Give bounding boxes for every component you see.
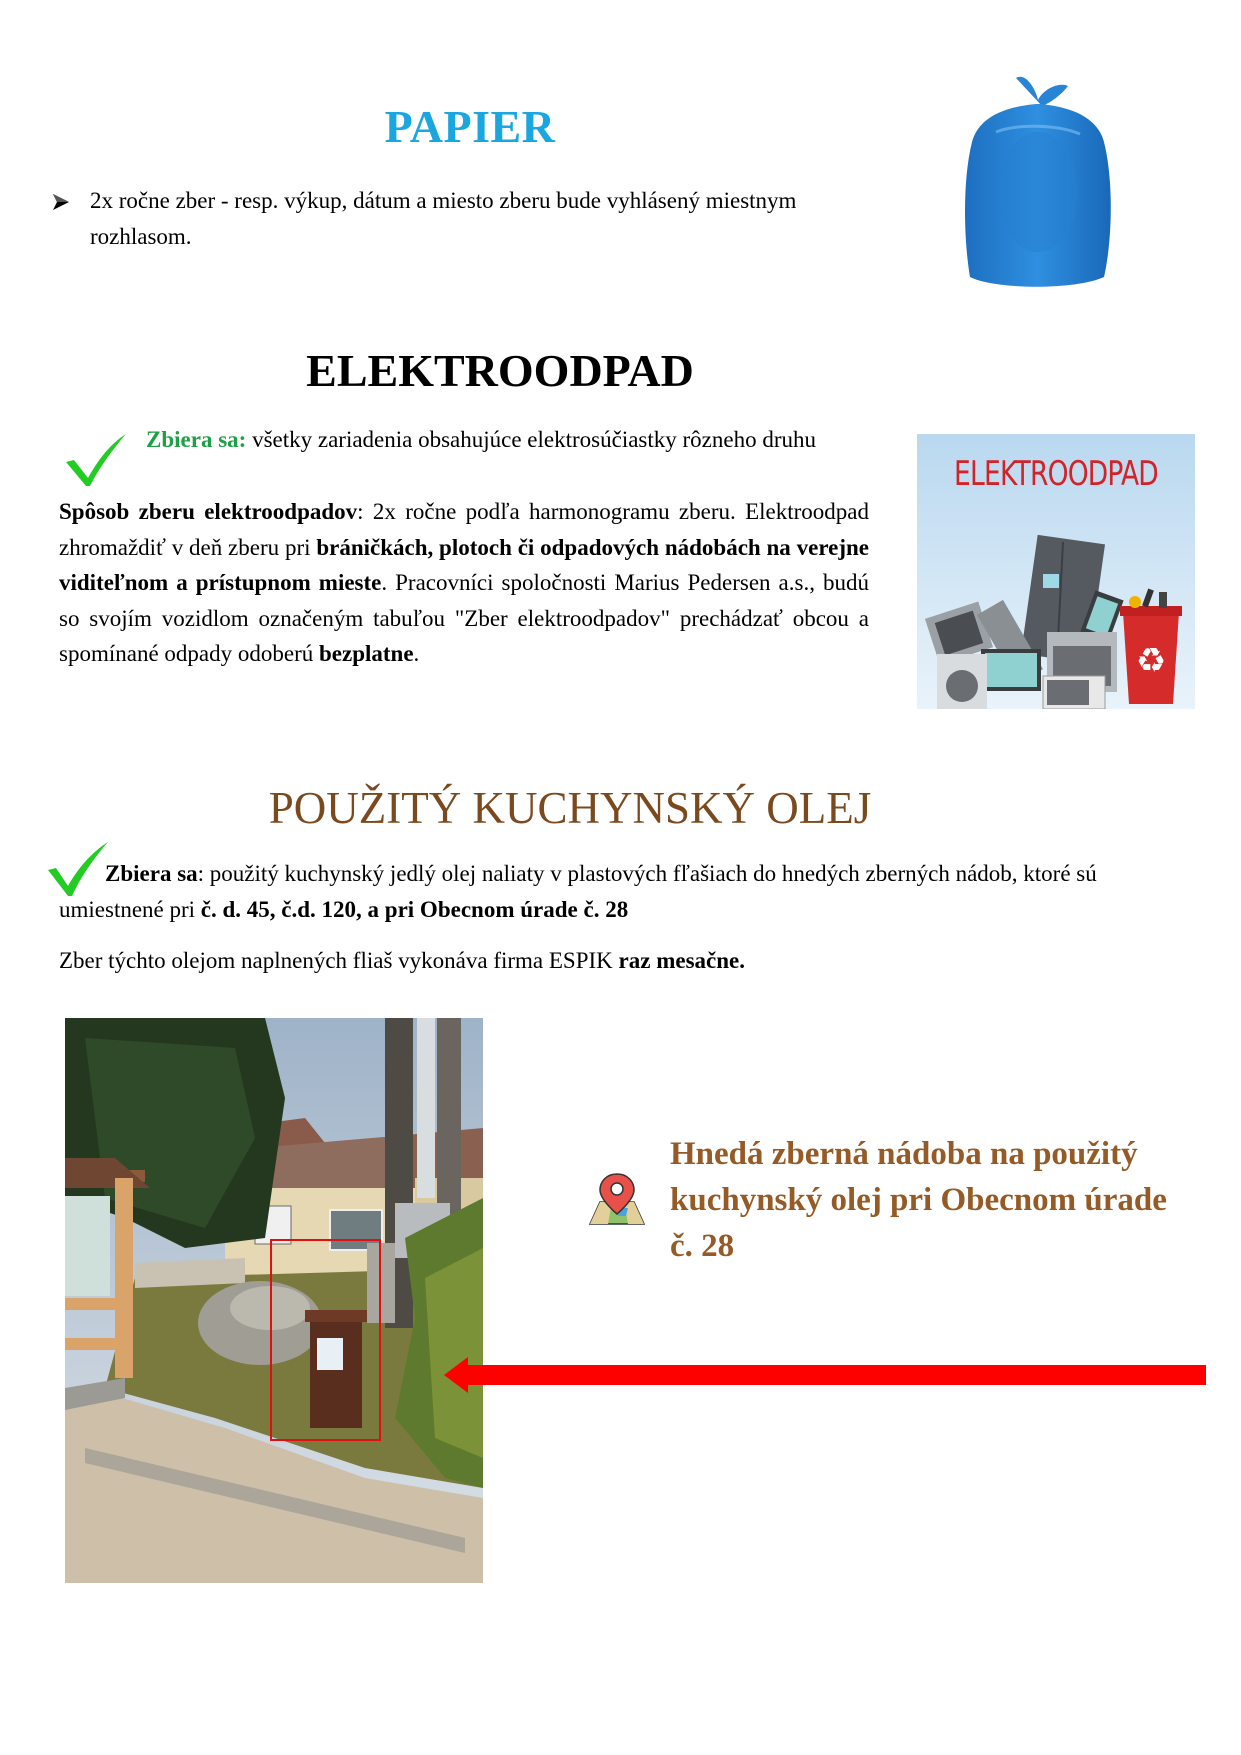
collected-label: Zbiera sa: [146,427,247,452]
workers-text: . Pracovníci spoločnosti Marius Pedersen a.s., budú so svojím vozidlom označeným tabuľou "Zber elektroodpadov" prechádzať obcou a spomínané odpady odoberú [59,570,869,666]
illustration-title: ELEKTROODPAD [954,454,1158,494]
method-label: Spôsob zberu elektroodpadov [59,499,358,524]
bin-location-callout: Hnedá zberná nádoba na použitý kuchynský olej pri Obecnom úrade č. 28 [670,1136,1167,1264]
elektroodpad-method-paragraph [59,494,869,672]
red-arrow-pointer [440,1355,1210,1395]
collected-text: všetky zariadenia obsahujúce elektrosúčiastky rôzneho druhu [246,427,817,452]
frequency-text: Zber týchto olejom naplnených fliaš vykonáva firma ESPIK [59,948,619,973]
blue-trash-bag-image [956,72,1118,294]
olej-frequency-paragraph [59,943,1139,979]
elektroodpad-collected-paragraph [146,422,886,458]
end-period: . [413,641,420,666]
olej-collected-paragraph [59,856,1139,928]
collected-text: : použitý kuchynský jedlý olej naliaty v plastových fľašiach do hnedých zberných nádob, ktoré sú umiestnené pri [59,861,1097,922]
papier-bullet-text: 2x ročne zber - resp. výkup, dátum a miesto zberu bude vyhlásený miestnym rozhlasom. [90,188,797,249]
arrowhead-bullet-icon [52,193,70,211]
elektroodpad-illustration [917,434,1195,709]
section-heading-elektroodpad: ELEKTROODPAD [306,345,694,396]
method-text: : 2x ročne podľa harmonogramu zberu. Elektroodpad zhromaždiť v deň zberu pri [59,499,869,560]
papier-bullet-item [52,183,872,255]
checkmark-icon [64,432,128,488]
section-heading-olej: POUŽITÝ KUCHYNSKÝ OLEJ [268,783,872,833]
free-bold: bezplatne [318,641,414,666]
addresses-bold: č. d. 45, č.d. 120, a pri Obecnom úrade č. 28 [200,897,629,922]
appliances-graphic [917,434,1195,709]
places-bold: bráničkách, plotoch či odpadových nádobách na verejne viditeľnom a prístupnom mieste [59,534,869,595]
svg-text:♻: ♻ [1135,641,1167,681]
frequency-bold: raz mesačne. [618,948,745,973]
map-pin-icon [586,1172,648,1230]
collection-bin-photo [65,1018,483,1583]
collected-label: Zbiera sa [105,861,198,886]
section-heading-papier: PAPIER [384,101,556,152]
